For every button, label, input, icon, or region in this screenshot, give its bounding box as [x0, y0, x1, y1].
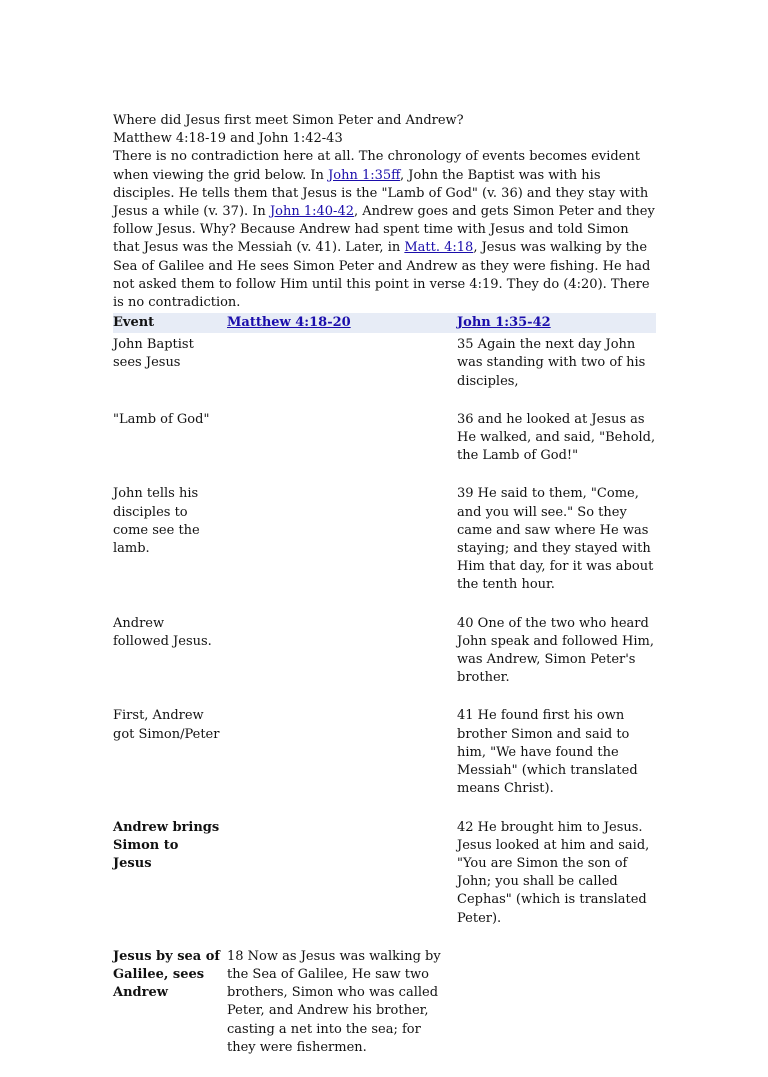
event-cell: Andrew followed Jesus. [113, 615, 212, 649]
table-row [113, 948, 656, 1077]
link-john-1-40-42[interactable]: John 1:40-42 [269, 204, 354, 220]
explanation-paragraph [113, 148, 658, 312]
event-cell: John tells his disciples to come see the lamb. [113, 486, 200, 557]
john-cell: 36 and he looked at Jesus as He walked, and said, "Behold, the Lamb of God!" [457, 411, 656, 464]
explanation-text-2: , John the Baptist was with his disciples. He tells them that Jesus is the "Lamb of God" (v. 36) and they stay with Jesus a while (v. 37). In [113, 167, 649, 220]
explanation-text-3: , Andrew goes and gets Simon Peter and they follow Jesus. Why? Because Andrew had spent time with Jesus and told Simon that Jesus was the Messiah (v. 41). Later, in [113, 204, 655, 256]
john-cell: 41 He found first his own brother Simon and said to him, "We have found the Messiah" (which translated means Christ). [457, 708, 638, 797]
table-header-row [113, 313, 656, 333]
event-cell: Jesus by sea of Galilee, sees Andrew [113, 948, 221, 1001]
question-line: Where did Jesus first meet Simon Peter and Andrew? [113, 113, 464, 128]
table-row [113, 615, 656, 708]
event-cell: Andrew brings Simon to Jesus [113, 819, 220, 871]
table-row [113, 819, 656, 948]
header-event: Event [113, 315, 155, 331]
table-row [113, 707, 656, 818]
document-page [113, 112, 658, 1077]
matthew-cell [227, 707, 457, 818]
header-matthew [227, 313, 457, 333]
john-cell: 35 Again the next day John was standing with two of his disciples, [457, 337, 646, 389]
header-john [457, 313, 656, 333]
matthew-cell [227, 333, 457, 411]
explanation-text-4: , Jesus was walking by the Sea of Galilee and He sees Simon Peter and Andrew as they were fishing. He had not asked them to follow Him until this point in verse 4:19. They do (4:20). There is no contradiction. [113, 240, 651, 311]
comparison-table [113, 313, 656, 1077]
event-cell: First, Andrew got Simon/Peter [113, 708, 220, 742]
matthew-cell [227, 485, 457, 614]
link-matt-4-18[interactable]: Matt. 4:18 [404, 240, 474, 256]
table-row [113, 411, 656, 486]
intro-section [113, 112, 658, 312]
event-cell: John Baptist sees Jesus [113, 337, 194, 371]
matthew-cell: 18 Now as Jesus was walking by the Sea of Galilee, He saw two brothers, Simon who was called Peter, and Andrew his brother, casting a net into the sea; for they were fishermen. [227, 948, 441, 1055]
reference-line: Matthew 4:18-19 and John 1:42-43 [113, 131, 343, 147]
table-row [113, 485, 656, 614]
john-cell: 40 One of the two who heard John speak and followed Him, was Andrew, Simon Peter's brother. [457, 615, 654, 686]
link-matthew-4-18-20[interactable]: Matthew 4:18-20 [227, 315, 351, 331]
link-john-1-35ff[interactable]: John 1:35ff [328, 167, 400, 183]
john-cell [457, 948, 656, 1077]
link-john-1-35-42[interactable]: John 1:35-42 [457, 315, 551, 331]
matthew-cell [227, 819, 457, 948]
matthew-cell [227, 411, 457, 486]
event-cell: "Lamb of God" [113, 411, 210, 427]
john-cell: 42 He brought him to Jesus. Jesus looked at him and said, "You are Simon the son of John; you shall be called Cephas" (which is translated Peter). [457, 819, 650, 926]
john-cell: 39 He said to them, "Come, and you will see." So they came and saw where He was staying; and they stayed with Him that day, for it was about the tenth hour. [457, 486, 654, 593]
table-row [113, 333, 656, 411]
explanation-text-1: There is no contradiction here at all. The chronology of events becomes evident when viewing the grid below. In [113, 149, 640, 183]
matthew-cell [227, 615, 457, 708]
